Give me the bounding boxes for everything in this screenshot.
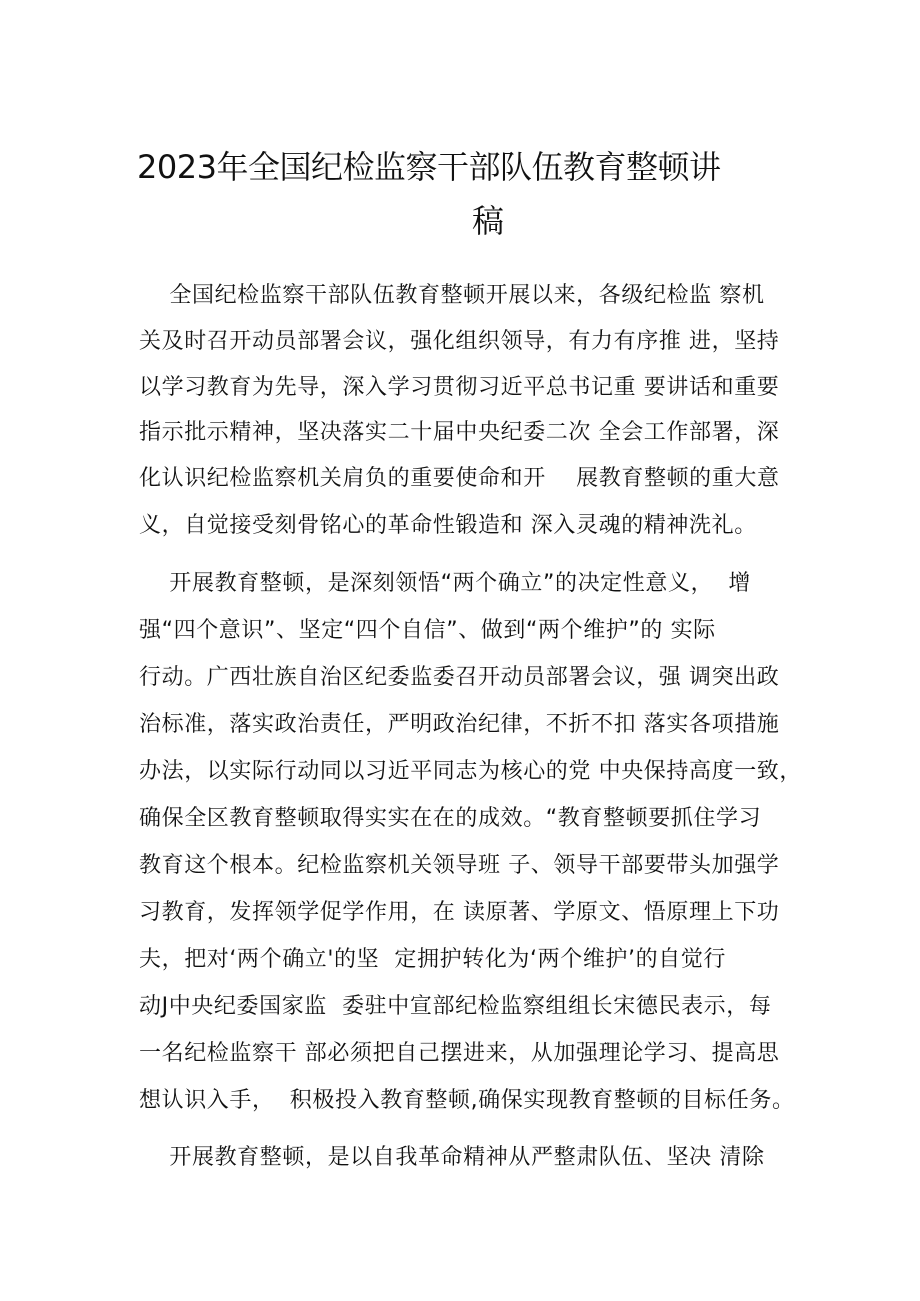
body-line-7: 开展教育整顿，是深刻领悟“两个确立”的决定性意义， 增 xyxy=(139,571,751,596)
document-title-line-1: 2023年全国纪检监察干部队伍教育整顿讲 xyxy=(137,148,721,186)
body-line-12: 确保全区教育整顿取得实实在在的成效。“教育整顿要抓住学习 xyxy=(139,806,762,831)
body-line-18: 想认识入手， 积极投入教育整顿,确保实现教育整顿的目标任务。 xyxy=(139,1088,795,1113)
document-title-line-2: 稿 xyxy=(472,202,504,240)
body-line-6: 义，自觉接受刻骨铭心的革命性锻造和 深入灵魂的精神洗礼。 xyxy=(139,513,757,538)
body-line-14: 习教育，发挥领学促学作用，在 读原著、学原文、悟原理上下功 xyxy=(139,900,780,925)
body-line-17: 一名纪检监察干 部必须把自己摆进来，从加强理论学习、提高思 xyxy=(139,1041,780,1066)
body-line-2: 关及时召开动员部署会议，强化组织领导，有力有序推 进，坚持 xyxy=(139,329,780,354)
body-line-3: 以学习教育为先导，深入学习贯彻习近平总书记重 要讲话和重要 xyxy=(139,375,780,400)
body-line-8: 强“四个意识”、坚定“四个自信”、做到“两个维护”的 实际 xyxy=(139,618,716,643)
body-line-10: 治标准，落实政治责任，严明政治纪律，不折不扣 落实各项措施 xyxy=(139,712,780,737)
body-line-16: 动J中央纪委国家监 委驻中宣部纪检监察组组长宋德民表示，每 xyxy=(139,994,772,1019)
body-line-5: 化认识纪检监察机关肩负的重要使命和开 展教育整顿的重大意 xyxy=(139,466,780,491)
body-line-4: 指示批示精神，坚决落实二十届中央纪委二次 全会工作部署，深 xyxy=(139,420,780,445)
body-line-1: 全国纪检监察干部队伍教育整顿开展以来，各级纪检监 察机 xyxy=(139,283,765,308)
body-line-11: 办法，以实际行动同以习近平同志为核心的党 中央保持高度一致， xyxy=(139,759,802,784)
body-line-9: 行动。广西壮族自治区纪委监委召开动员部署会议，强 调突出政 xyxy=(139,665,780,690)
body-line-19: 开展教育整顿，是以自我革命精神从严整肃队伍、坚决 清除 xyxy=(139,1145,765,1170)
body-line-13: 教育这个根本。纪检监察机关领导班 子、领导干部要带头加强学 xyxy=(139,853,780,878)
body-line-15: 夫，把对‘两个确立'的坚 定拥护转化为‘两个维护’的自觉行 xyxy=(139,947,727,972)
